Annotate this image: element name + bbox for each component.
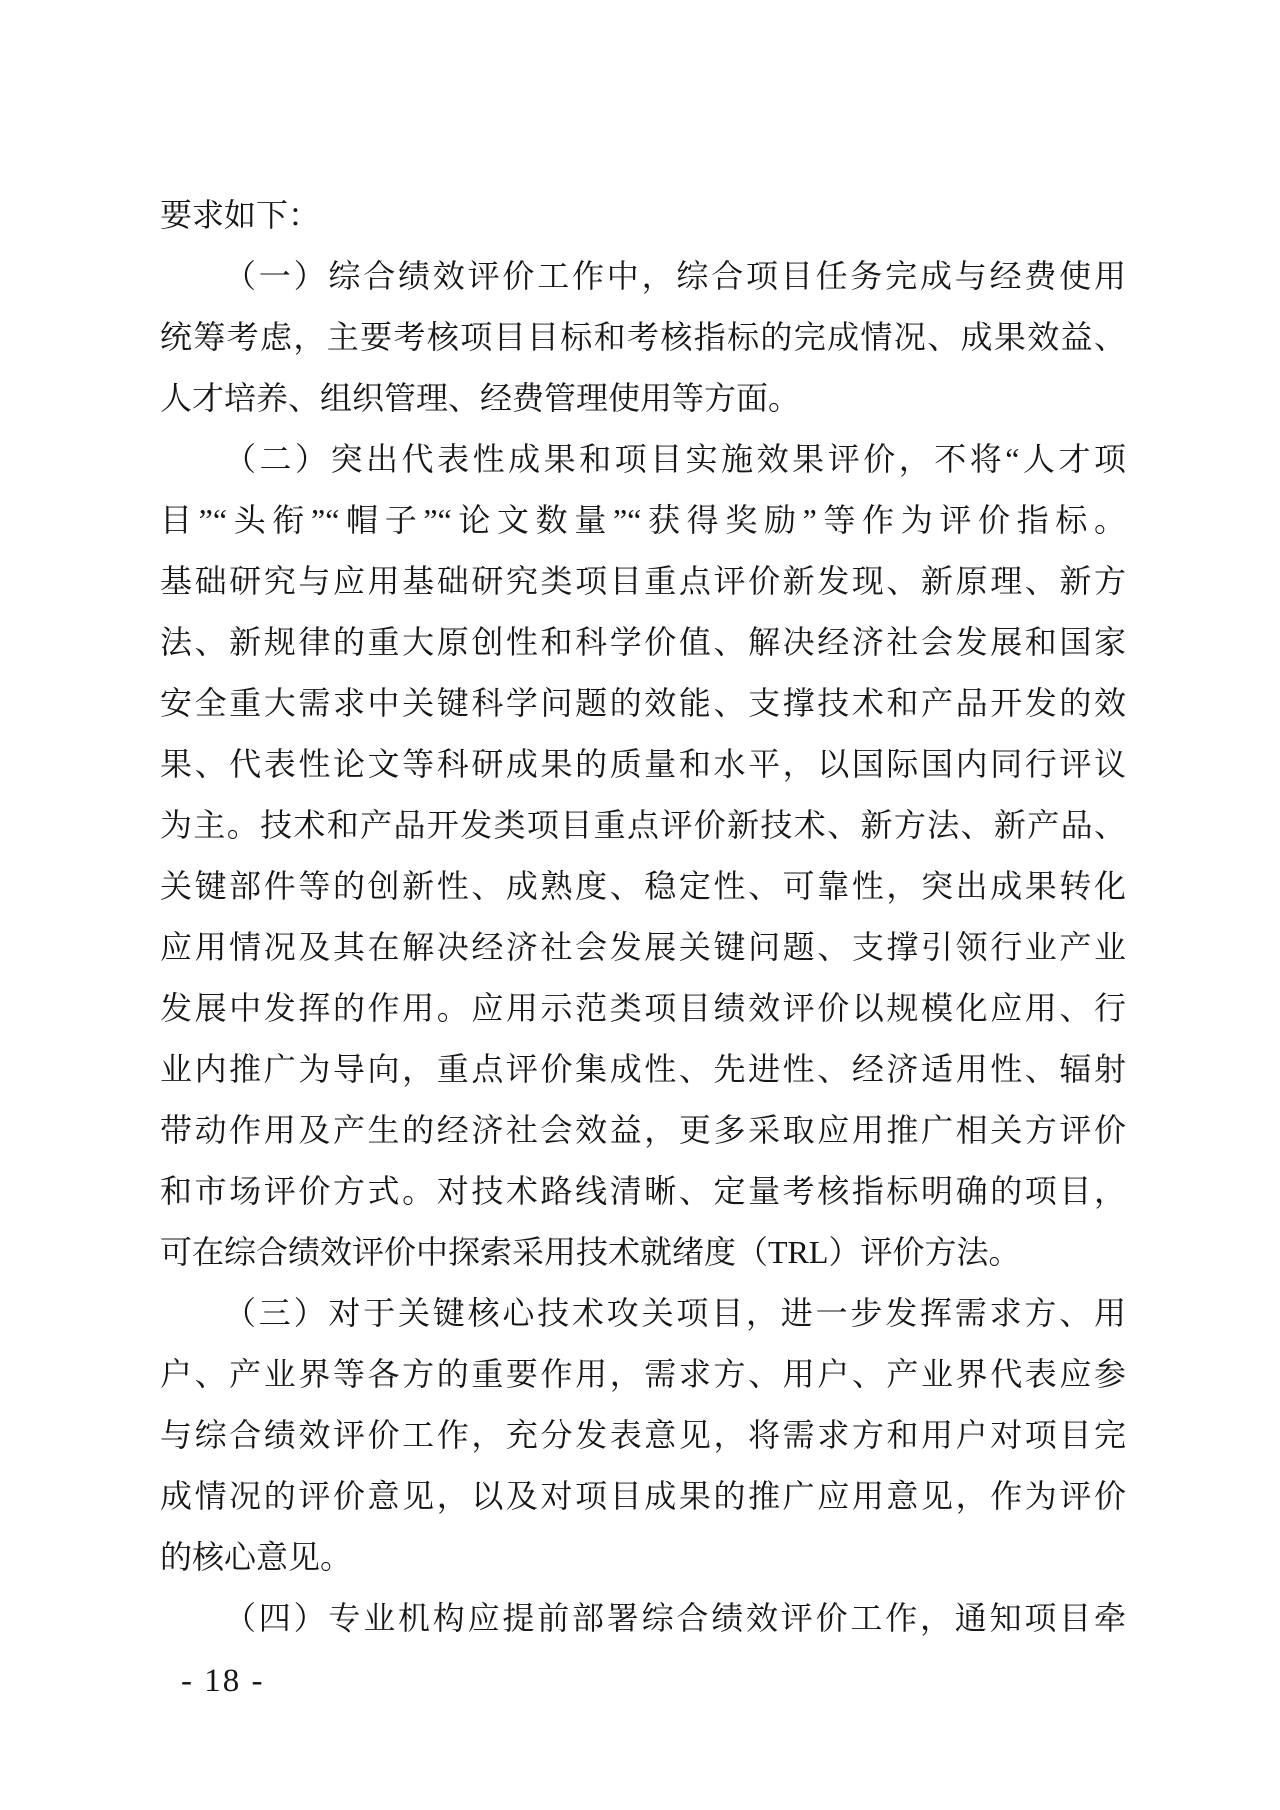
text-line: 户、产业界等各方的重要作用，需求方、用户、产业界代表应参 [160, 1356, 1126, 1392]
text-line: 关键部件等的创新性、成熟度、稳定性、可靠性，突出成果转化 [160, 868, 1126, 904]
text-line: 业内推广为导向，重点评价集成性、先进性、经济适用性、辐射 [160, 1051, 1126, 1087]
text-line: 和市场评价方式。对技术路线清晰、定量考核指标明确的项目， [160, 1173, 1126, 1209]
text-line: （四）专业机构应提前部署综合绩效评价工作，通知项目牵 [224, 1600, 1126, 1636]
text-line: 为主。技术和产品开发类项目重点评价新技术、新方法、新产品、 [160, 807, 1126, 843]
text-line: 带动作用及产生的经济社会效益，更多采取应用推广相关方评价 [160, 1112, 1126, 1148]
text-line: 的核心意见。 [160, 1539, 353, 1575]
text-line: 果、代表性论文等科研成果的质量和水平，以国际国内同行评议 [160, 746, 1126, 782]
text-line: 统筹考虑，主要考核项目目标和考核指标的完成情况、成果效益、 [160, 319, 1126, 355]
text-line: 基础研究与应用基础研究类项目重点评价新发现、新原理、新方 [160, 563, 1126, 599]
text-line: 要求如下： [160, 197, 321, 233]
text-line: 应用情况及其在解决经济社会发展关键问题、支撑引领行业产业 [160, 929, 1126, 965]
text-line: 法、新规律的重大原创性和科学价值、解决经济社会发展和国家 [160, 624, 1126, 660]
text-line: 发展中发挥的作用。应用示范类项目绩效评价以规模化应用、行 [160, 990, 1126, 1026]
text-line: 成情况的评价意见，以及对项目成果的推广应用意见，作为评价 [160, 1478, 1126, 1514]
text-line: 安全重大需求中关键科学问题的效能、支撑技术和产品开发的效 [160, 685, 1126, 721]
text-line: （一）综合绩效评价工作中，综合项目任务完成与经费使用 [224, 258, 1126, 294]
text-line: 可在综合绩效评价中探索采用技术就绪度（TRL）评价方法。 [160, 1234, 1021, 1270]
document-body-text [160, 185, 1126, 1649]
text-line: （二）突出代表性成果和项目实施效果评价，不将“人才项 [224, 441, 1126, 477]
text-line: 与综合绩效评价工作，充分发表意见，将需求方和用户对项目完 [160, 1417, 1126, 1453]
text-line: 目”“头衔”“帽子”“论文数量”“获得奖励”等作为评价指标。 [160, 502, 1126, 538]
page-number: - 18 - [181, 1663, 265, 1699]
text-line: （三）对于关键核心技术攻关项目，进一步发挥需求方、用 [224, 1295, 1126, 1331]
text-line: 人才培养、组织管理、经费管理使用等方面。 [160, 380, 801, 416]
